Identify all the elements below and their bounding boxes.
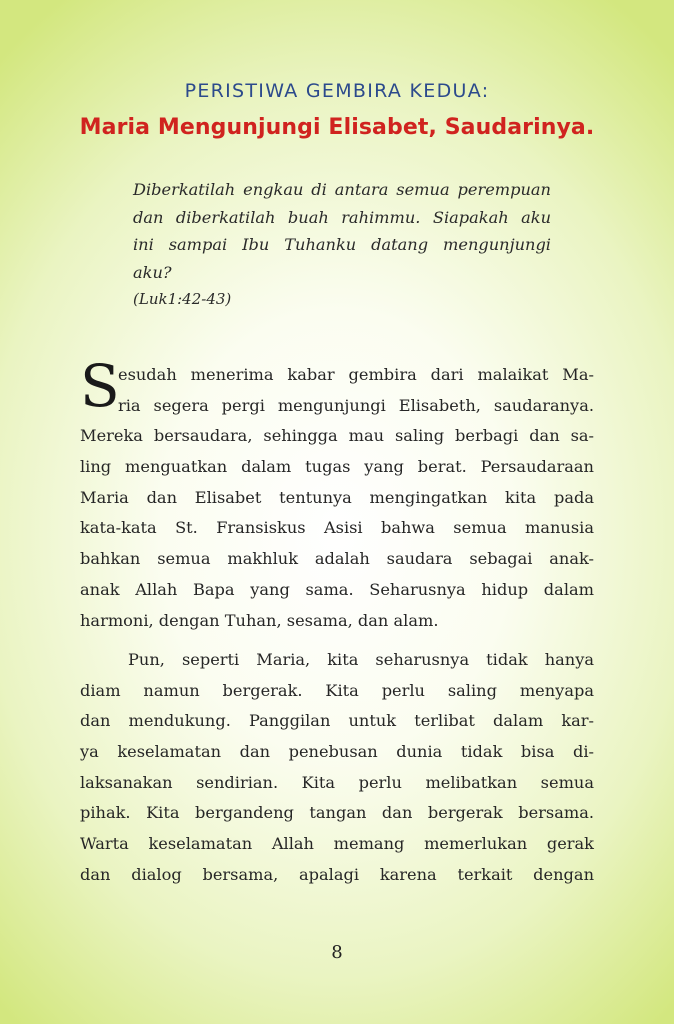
paragraph-line: Warta keselamatan Allah memang memerlukan gerak <box>80 834 594 854</box>
quote-line: dan diberkatilah buah rahimmu. Siapakah aku <box>133 207 551 227</box>
scripture-quote <box>133 176 551 286</box>
quote-line: Diberkatilah engkau di antara semua perempuan <box>133 180 551 199</box>
paragraph-line: Maria dan Elisabet tentunya mengingatkan kita pada <box>80 487 594 507</box>
paragraph-line: ling menguatkan dalam tugas yang berat. Persaudaraan <box>80 457 594 477</box>
drop-cap: S <box>80 352 120 420</box>
paragraph-line: laksanakan sendirian. Kita perlu melibatkan semua <box>80 772 594 792</box>
paragraph-2 <box>80 645 594 891</box>
paragraph-line: Mereka bersaudara, sehingga mau saling berbagi dan sa- <box>80 426 594 446</box>
scripture-reference: (Luk1:42-43) <box>133 290 232 308</box>
page-number: 8 <box>331 942 343 963</box>
paragraph-line: ria segera pergi mengunjungi Elisabeth, saudaranya. <box>118 395 594 415</box>
paragraph-line: kata-kata St. Fransiskus Asisi bahwa semua manusia <box>80 518 594 538</box>
quote-line: aku? <box>133 262 172 282</box>
paragraph-line: diam namun bergerak. Kita perlu saling menyapa <box>80 680 594 700</box>
paragraph-line: anak Allah Bapa yang sama. Seharusnya hidup dalam <box>80 579 594 599</box>
paragraph-line: dan dialog bersama, apalagi karena terkait dengan <box>80 864 594 884</box>
section-heading: PERISTIWA GEMBIRA KEDUA: <box>184 80 490 102</box>
paragraph-line: pihak. Kita bergandeng tangan dan bergerak bersama. <box>80 803 594 823</box>
paragraph-line: dan mendukung. Panggilan untuk terlibat dalam kar- <box>80 711 594 731</box>
paragraph-line: Pun, seperti Maria, kita seharusnya tidak hanya <box>128 650 594 669</box>
paragraph-line: bahkan semua makhluk adalah saudara sebagai anak- <box>80 549 594 569</box>
paragraph-1 <box>80 360 594 636</box>
page-title: Maria Mengunjungi Elisabet, Saudarinya. <box>79 115 595 140</box>
paragraph-line: esudah menerima kabar gembira dari malaikat Ma- <box>118 365 594 384</box>
quote-line: ini sampai Ibu Tuhanku datang mengunjungi <box>133 235 551 254</box>
paragraph-line: ya keselamatan dan penebusan dunia tidak bisa di- <box>80 742 594 762</box>
paragraph-line: harmoni, dengan Tuhan, sesama, dan alam. <box>80 610 439 630</box>
